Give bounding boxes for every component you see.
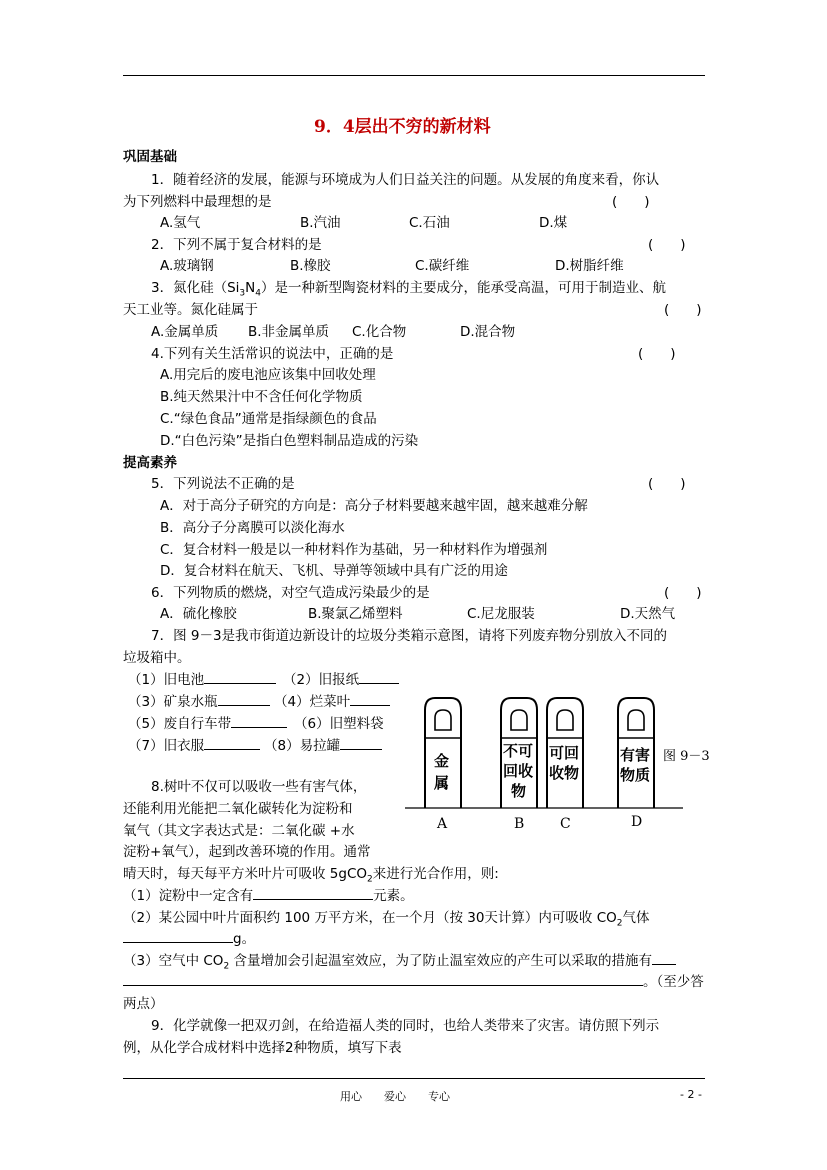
answer-blank[interactable]	[204, 670, 276, 684]
q8-part3-text-b: 含量增加会引起温室效应，为了防止温室效应的产生可以采取的措施有	[229, 953, 652, 969]
q1-option-c: C.石油	[409, 215, 450, 231]
q1-stem-line2: 为下列燃料中最理想的是	[123, 194, 272, 210]
q2-option-a: A.玻璃钢	[160, 258, 214, 274]
q7-item-label: （5）废自行车带	[128, 716, 232, 732]
bin-a-label-1: 金	[434, 752, 450, 770]
q3-option-b: B.非金属单质	[248, 324, 330, 340]
q7-item-3	[128, 690, 270, 710]
q9-line2: 例，从化学合成材料中选择2种物质，填写下表	[123, 1040, 402, 1056]
bin-d-label-2: 物质	[620, 766, 651, 784]
q3-stem-text-a: 3．氮化硅（Si	[151, 280, 240, 296]
section-heading-advanced: 提高素养	[123, 455, 177, 471]
bin-b-label-2: 回收	[503, 762, 534, 780]
footer-slogan: 用心 爱心 专心	[340, 1090, 450, 1103]
q5-option-d: D．复合材料在航天、飞机、导弹等领域中具有广泛的用途	[160, 563, 508, 579]
page-number: - 2 -	[680, 1088, 702, 1101]
q8-part2-suffix: 气体	[622, 910, 650, 926]
q3-stem-text-b: N	[245, 280, 256, 296]
q8-part3-text-a: （3）空气中 CO	[123, 953, 224, 969]
q5-stem: 5．下列说法不正确的是	[151, 476, 295, 492]
q2-option-c: C.碳纤维	[415, 258, 470, 274]
figure-caption: 图 9－3	[663, 749, 710, 764]
q1-option-a: A.氢气	[160, 215, 201, 231]
bin-letter-d: D	[631, 814, 643, 830]
bin-d-label-1: 有害	[620, 746, 651, 764]
q8-line5-text-b: 来进行光合作用，则:	[372, 866, 499, 882]
q5-option-b: B．高分子分离膜可以淡化海水	[160, 520, 345, 536]
figure-waste-bins	[405, 690, 720, 835]
q8-part3	[123, 949, 676, 972]
q1-answer-paren: ( )	[612, 194, 650, 210]
q7-item-6	[294, 712, 384, 732]
header-rule	[123, 75, 705, 76]
q8-line5-sub: 2	[367, 874, 373, 885]
q3-subscript-3: 3	[239, 288, 246, 299]
q8-line2: 还能利用光能把二氧化碳转化为淀粉和	[123, 801, 353, 817]
q8-part3-end: 两点）	[123, 996, 164, 1012]
q8-part3-sub: 2	[223, 961, 230, 972]
q6-answer-paren: ( )	[664, 585, 702, 601]
q7-item-label: （2）旧报纸	[283, 672, 360, 688]
q5-option-c: C．复合材料一般是以一种材料作为基础，另一种材料作为增强剂	[160, 542, 548, 558]
q4-option-a: A.用完后的废电池应该集中回收处理	[160, 367, 376, 383]
q3-subscript-4: 4	[255, 288, 261, 299]
q7-stem-line1: 7．图 9－3是我市街道边新设计的垃圾分类箱示意图，请将下列废弃物分别放入不同的	[151, 628, 668, 644]
q7-item-label: （6）旧塑料袋	[294, 716, 384, 732]
q8-line4: 淀粉+氧气），起到改善环境的作用。通常	[123, 844, 371, 860]
bin-c-label-2: 收物	[549, 764, 580, 782]
q8-part2-answer	[123, 927, 255, 947]
q8-part2-text: （2）某公园中叶片面积约 100 万平方米，在一个月（按 30天计算）内可吸收 CO	[123, 910, 617, 926]
bin-a	[425, 698, 461, 808]
answer-blank[interactable]	[204, 736, 260, 750]
q7-item-5	[128, 712, 287, 732]
answer-blank[interactable]	[340, 736, 382, 750]
q3-option-d: D.混合物	[460, 324, 516, 340]
q8-part2-sub: 2	[616, 918, 623, 929]
q3-answer-paren: ( )	[664, 302, 702, 318]
q3-stem-line2: 天工业等。氮化硅属于	[123, 302, 258, 318]
bin-c	[547, 698, 583, 808]
q8-part1-suffix: 元素。	[373, 888, 414, 904]
bin-letter-c: C	[560, 816, 571, 832]
q3-stem-line1	[151, 276, 666, 299]
q7-item-8	[264, 734, 382, 754]
q6-option-c: C.尼龙服装	[467, 606, 535, 622]
q4-option-b: B.纯天然果汁中不含任何化学物质	[160, 389, 363, 405]
bin-d	[618, 698, 654, 808]
q3-option-a: A.金属单质	[151, 324, 219, 340]
q7-item-label: （3）矿泉水瓶	[128, 694, 218, 710]
bin-a-label-2: 属	[434, 774, 450, 792]
q8-part2-unit: g。	[233, 931, 256, 947]
q1-option-d: D.煤	[539, 215, 568, 231]
q7-item-label: （8）易拉罐	[264, 738, 341, 754]
bin-letter-a: A	[437, 816, 448, 832]
bin-c-label-1: 可回	[549, 744, 580, 762]
q8-part1	[123, 884, 414, 904]
q9-line1: 9．化学就像一把双刃剑，在给造福人类的同时，也给人类带来了灾害。请仿照下列示	[151, 1018, 660, 1034]
bin-b-label-1: 不可	[503, 742, 534, 760]
q7-item-2	[283, 668, 399, 688]
q7-item-label: （1）旧电池	[128, 672, 205, 688]
q7-item-label: （7）旧衣服	[128, 738, 205, 754]
q8-line5	[123, 862, 499, 885]
q2-option-d: D.树脂纤维	[555, 258, 624, 274]
answer-blank[interactable]	[123, 972, 643, 986]
q3-stem-text-c: ）是一种新型陶瓷材料的主要成分，能承受高温，可用于制造业、航	[261, 280, 666, 296]
q4-option-d: D.“白色污染”是指白色塑料制品造成的污染	[160, 433, 419, 449]
q3-option-c: C.化合物	[352, 324, 407, 340]
q6-stem: 6．下列物质的燃烧，对空气造成污染最少的是	[151, 585, 430, 601]
answer-blank[interactable]	[218, 692, 270, 706]
q1-option-b: B.汽油	[300, 215, 341, 231]
answer-blank[interactable]	[123, 929, 233, 943]
q8-line1: 8.树叶不仅可以吸收一些有害气体，	[151, 779, 367, 795]
q7-stem-line2: 垃圾箱中。	[123, 650, 191, 666]
q7-item-label: （4）烂菜叶	[274, 694, 351, 710]
q7-item-4	[274, 690, 390, 710]
q5-option-a: A．对于高分子研究的方向是：高分子材料要越来越牢固，越来越难分解	[160, 498, 588, 514]
q6-option-a: A．硫化橡胶	[160, 606, 237, 622]
q2-option-b: B.橡胶	[290, 258, 331, 274]
answer-blank[interactable]	[231, 714, 287, 728]
q1-stem-line1: 1．随着经济的发展，能源与环境成为人们日益关注的问题。从发展的角度来看，你认	[151, 172, 660, 188]
q4-option-c: C.“绿色食品”通常是指绿颜色的食品	[160, 411, 377, 427]
answer-blank[interactable]	[359, 670, 399, 684]
q6-option-b: B.聚氯乙烯塑料	[308, 606, 403, 622]
q7-item-7	[128, 734, 260, 754]
answer-blank[interactable]	[350, 692, 390, 706]
bin-b	[501, 698, 537, 808]
q8-part3-suffix: 。（至少答	[643, 974, 704, 990]
q8-part3-answer	[123, 970, 704, 990]
bin-b-label-3: 物	[511, 782, 527, 800]
q5-answer-paren: ( )	[648, 476, 686, 492]
footer-rule	[123, 1078, 705, 1079]
q2-stem: 2．下列不属于复合材料的是	[151, 237, 322, 253]
answer-blank[interactable]	[253, 886, 373, 900]
q8-line5-text-a: 晴天时，每天每平方米叶片可吸收 5gCO	[123, 866, 368, 882]
q2-answer-paren: ( )	[648, 237, 686, 253]
page-title: 9．4层出不穷的新材料	[314, 117, 491, 137]
q4-answer-paren: ( )	[638, 346, 676, 362]
section-heading-basics: 巩固基础	[123, 149, 177, 165]
q8-part2	[123, 906, 650, 929]
q6-option-d: D.天然气	[620, 606, 676, 622]
answer-blank[interactable]	[652, 951, 676, 965]
q7-item-1	[128, 668, 276, 688]
q4-stem: 4.下列有关生活常识的说法中，正确的是	[151, 346, 394, 362]
q8-line3: 氧气（其文字表达式是：二氧化碳 +水	[123, 823, 355, 839]
bin-letter-b: B	[514, 816, 525, 832]
q8-part1-text: （1）淀粉中一定含有	[123, 888, 254, 904]
